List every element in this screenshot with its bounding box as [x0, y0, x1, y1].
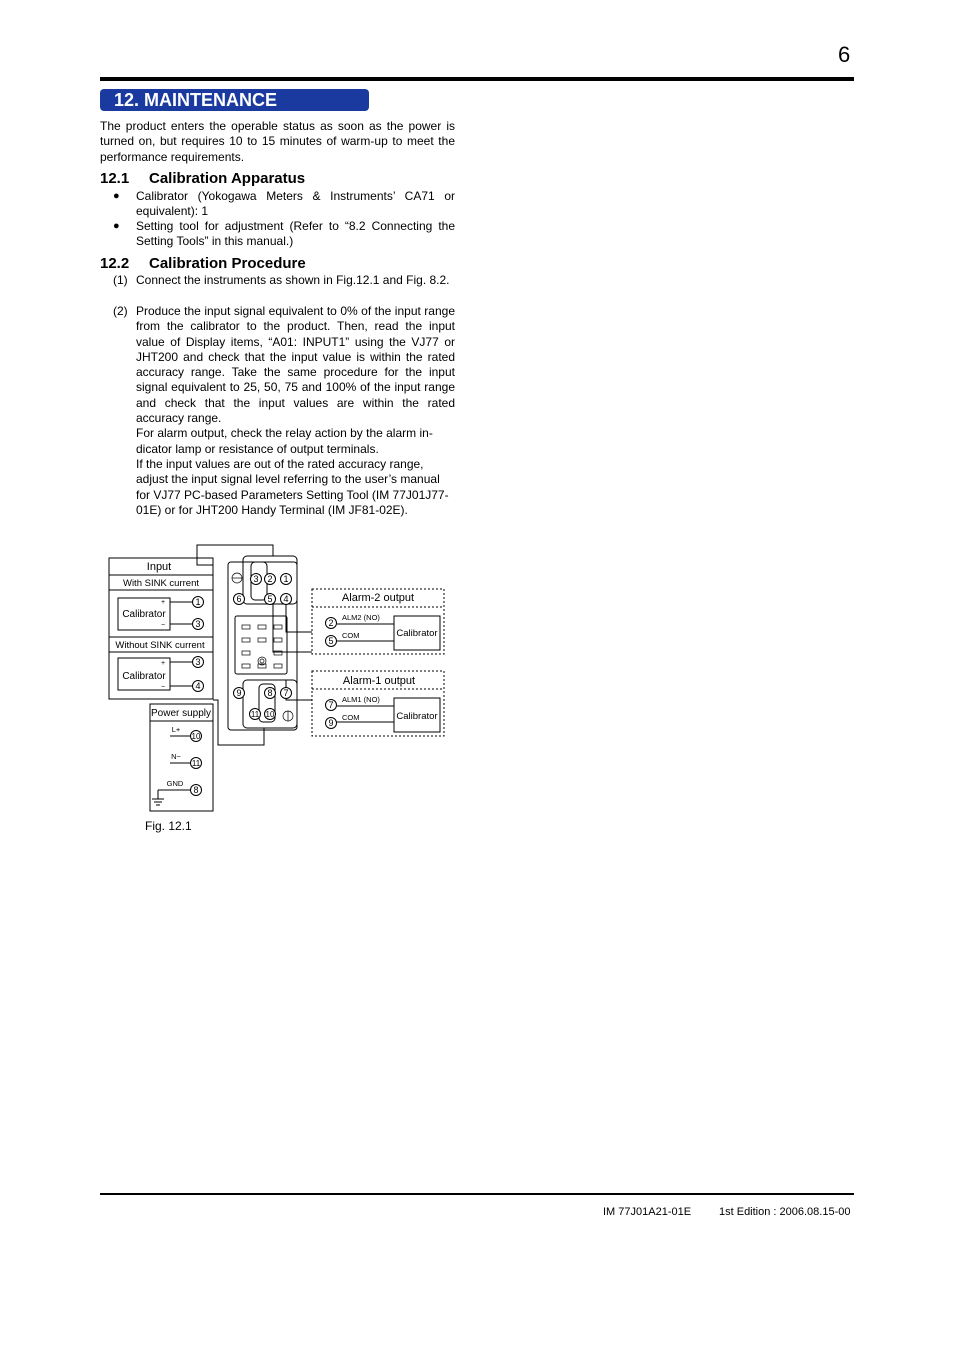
terminal-label: 1: [195, 597, 201, 607]
apparatus-heading-title: Calibration Apparatus: [149, 170, 306, 187]
terminal-label: 4: [195, 681, 201, 691]
step-text: If the input values are out of the rated accuracy range, adjust the input signal level referring to the user’s manual for VJ77 PC-based Parameters Setting Tool (IM 77J01J77-01E) or for JHT200 Handy Terminal (IM JF81-02E).: [136, 456, 449, 517]
wiring-diagram-svg: [100, 540, 450, 830]
with-sink-label: With SINK current: [122, 578, 200, 589]
apparatus-heading: [100, 170, 305, 187]
terminal-label: 1: [283, 574, 289, 584]
step-text: Produce the input signal equivalent to 0% of the input range from the calibrator to the product. Then, read the input value of Display items, “A01: INPUT1” using the VJ77 or JHT200 and check that the input value is within the rated accuracy range. Take the same procedure for the input signal equivalent to 25, 50, 75 and 100% of the input range and check that the input values are within the rated accuracy range.: [136, 304, 455, 426]
bullet-icon: ●: [113, 220, 120, 232]
terminal-label: 4: [283, 594, 289, 604]
input-title: Input: [146, 561, 172, 573]
step-number: (2): [113, 304, 128, 318]
apparatus-item: [113, 189, 455, 220]
procedure-step: [113, 304, 455, 518]
step-number: (1): [113, 273, 128, 287]
input-calibrator-label: Calibrator: [122, 671, 166, 682]
apparatus-item: [113, 219, 455, 250]
apparatus-heading-number: 12.1: [100, 170, 130, 187]
bullet-icon: ●: [113, 190, 120, 202]
alarm1-title: Alarm-1 output: [342, 675, 416, 687]
terminal-label: 5: [328, 636, 334, 646]
terminal-label: 10: [191, 732, 201, 741]
terminal-label: 3: [253, 574, 259, 584]
footer-rule: [100, 1193, 854, 1195]
alarm2-alm-label: ALM2 (NO): [342, 613, 380, 622]
power-gnd-label: GND: [166, 779, 184, 788]
power-title: Power supply: [150, 708, 212, 719]
procedure-heading-number: 12.2: [100, 255, 130, 272]
step-text: For alarm output, check the relay action by the alarm indicator lamp or resistance of output terminals.: [136, 426, 433, 456]
without-sink-label: Without SINK current: [115, 640, 205, 651]
procedure-heading: [100, 255, 306, 272]
alarm1-calibrator-label: Calibrator: [396, 711, 438, 722]
procedure-heading-title: Calibration Procedure: [149, 255, 306, 272]
page-number: 6: [838, 42, 851, 67]
footer-edition: 1st Edition : 2006.08.15-00: [719, 1206, 851, 1218]
alarm2-calibrator-label: Calibrator: [396, 628, 438, 639]
alarm2-com-label: COM: [342, 631, 360, 640]
minus-sign: −: [160, 622, 166, 629]
terminal-label: 8: [193, 785, 199, 795]
section-title: 12. MAINTENANCE: [100, 89, 369, 111]
apparatus-item-text: Setting tool for adjustment (Refer to “8.2 Connecting the Setting Tools” in this manual.): [136, 219, 455, 249]
footer-document-number: IM 77J01A21-01E: [603, 1206, 692, 1218]
header-rule: [100, 77, 854, 81]
terminal-label: 3: [195, 619, 201, 629]
intro-paragraph: The product enters the operable status as soon as the power is turned on, but requires 10 to 15 minutes of warm-up to meet the performance requirements.: [100, 119, 455, 164]
terminal-label: 5: [267, 594, 273, 604]
power-block: [150, 704, 213, 811]
wiring-diagram: [100, 540, 450, 830]
alarm1-com-label: COM: [342, 713, 360, 722]
terminal-label: 2: [267, 574, 273, 584]
terminal-label: 11: [191, 759, 201, 768]
terminal-label: 8: [267, 688, 273, 698]
apparatus-item-text: Calibrator (Yokogawa Meters & Instruments’ CA71 or equivalent): 1: [136, 189, 455, 219]
alarm1-alm-label: ALM1 (NO): [342, 695, 380, 704]
terminal-label: 9: [236, 688, 242, 698]
power-n-label: N−: [171, 752, 181, 761]
minus-sign: −: [160, 684, 166, 691]
terminal-label: 7: [283, 688, 289, 698]
plus-sign: +: [160, 599, 166, 606]
terminal-label: 3: [195, 657, 201, 667]
terminal-label: 2: [328, 618, 334, 628]
alarm2-title: Alarm-2 output: [341, 592, 415, 604]
terminal-label: 7: [328, 700, 334, 710]
input-calibrator-label: Calibrator: [122, 609, 166, 620]
terminal-label: 6: [236, 594, 242, 604]
figure-caption: Fig. 12.1: [145, 819, 192, 833]
procedure-step: [113, 273, 455, 288]
terminal-label: 11: [250, 710, 260, 719]
power-l-label: L+: [171, 725, 181, 734]
step-text: Connect the instruments as shown in Fig.12.1 and Fig. 8.2.: [136, 273, 450, 287]
terminal-label: 10: [265, 710, 275, 719]
terminal-label: 9: [328, 718, 334, 728]
plus-sign: +: [160, 660, 166, 667]
